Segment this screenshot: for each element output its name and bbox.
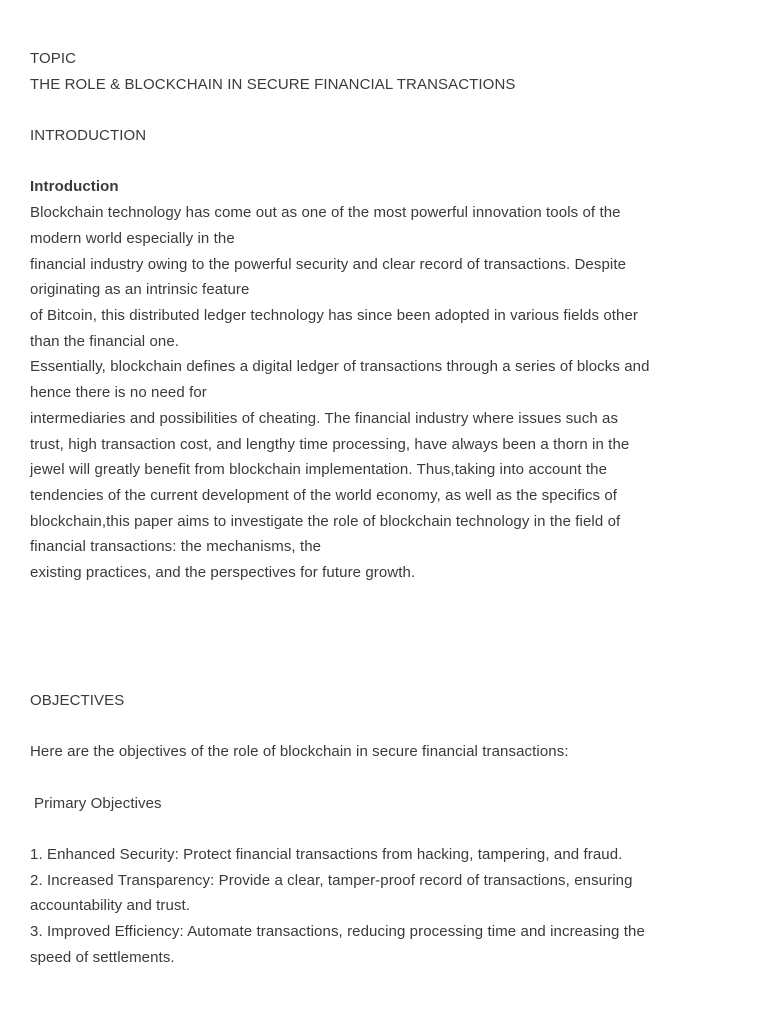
paragraph-line: existing practices, and the perspectives for future growth. [30, 564, 416, 582]
paragraph-line: hence there is no need for [30, 384, 207, 402]
paragraph-line: Essentially, blockchain defines a digital ledger of transactions through a series of blocks and [30, 358, 650, 376]
document-page [30, 46, 745, 970]
primary-objectives-heading: Primary Objectives [34, 794, 162, 812]
introduction-subheading: Introduction [30, 178, 119, 196]
objective-item: 1. Enhanced Security: Protect financial transactions from hacking, tampering, and fraud. [30, 845, 623, 863]
introduction-paragraph [30, 200, 745, 586]
objective-item: speed of settlements. [30, 948, 175, 966]
objectives-intro: Here are the objectives of the role of blockchain in secure financial transactions: [30, 743, 569, 761]
paragraph-line: intermediaries and possibilities of cheating. The financial industry where issues such as [30, 409, 619, 427]
spacer [30, 816, 745, 842]
spacer [30, 765, 745, 791]
objectives-heading: OBJECTIVES [30, 691, 125, 709]
paragraph-line: jewel will greatly benefit from blockchain implementation. Thus,taking into account the [30, 461, 608, 479]
paragraph-line: financial transactions: the mechanisms, the [30, 538, 322, 556]
paragraph-line: blockchain,this paper aims to investigate the role of blockchain technology in the field of [30, 512, 621, 530]
paragraph-line: Blockchain technology has come out as one of the most powerful innovation tools of the [30, 204, 621, 222]
spacer [30, 713, 745, 739]
introduction-heading: INTRODUCTION [30, 127, 147, 145]
paragraph-line: trust, high transaction cost, and lengthy time processing, have always been a thorn in the [30, 435, 630, 453]
paragraph-line: of Bitcoin, this distributed ledger technology has since been adopted in various fields other [30, 307, 639, 324]
paragraph-line: modern world especially in the [30, 229, 235, 247]
paragraph-line: financial industry owing to the powerful security and clear record of transactions. Despite [30, 255, 627, 273]
document-title: THE ROLE & BLOCKCHAIN IN SECURE FINANCIAL TRANSACTIONS [30, 75, 516, 93]
objectives-intro-block [30, 739, 745, 765]
spacer [30, 586, 745, 688]
spacer [30, 97, 745, 123]
topic-label: TOPIC [30, 50, 77, 67]
spacer [30, 149, 745, 175]
objective-item: 2. Increased Transparency: Provide a clear, tamper-proof record of transactions, ensuring [30, 871, 633, 889]
objective-item: accountability and trust. [30, 897, 191, 915]
paragraph-line: tendencies of the current development of the world economy, as well as the specifics of [30, 486, 618, 504]
objective-item: 3. Improved Efficiency: Automate transactions, reducing processing time and increasing the [30, 923, 645, 941]
primary-objectives-block [30, 791, 745, 817]
paragraph-line: originating as an intrinsic feature [30, 281, 250, 299]
paragraph-line: than the financial one. [30, 332, 180, 350]
objectives-list [30, 842, 745, 971]
